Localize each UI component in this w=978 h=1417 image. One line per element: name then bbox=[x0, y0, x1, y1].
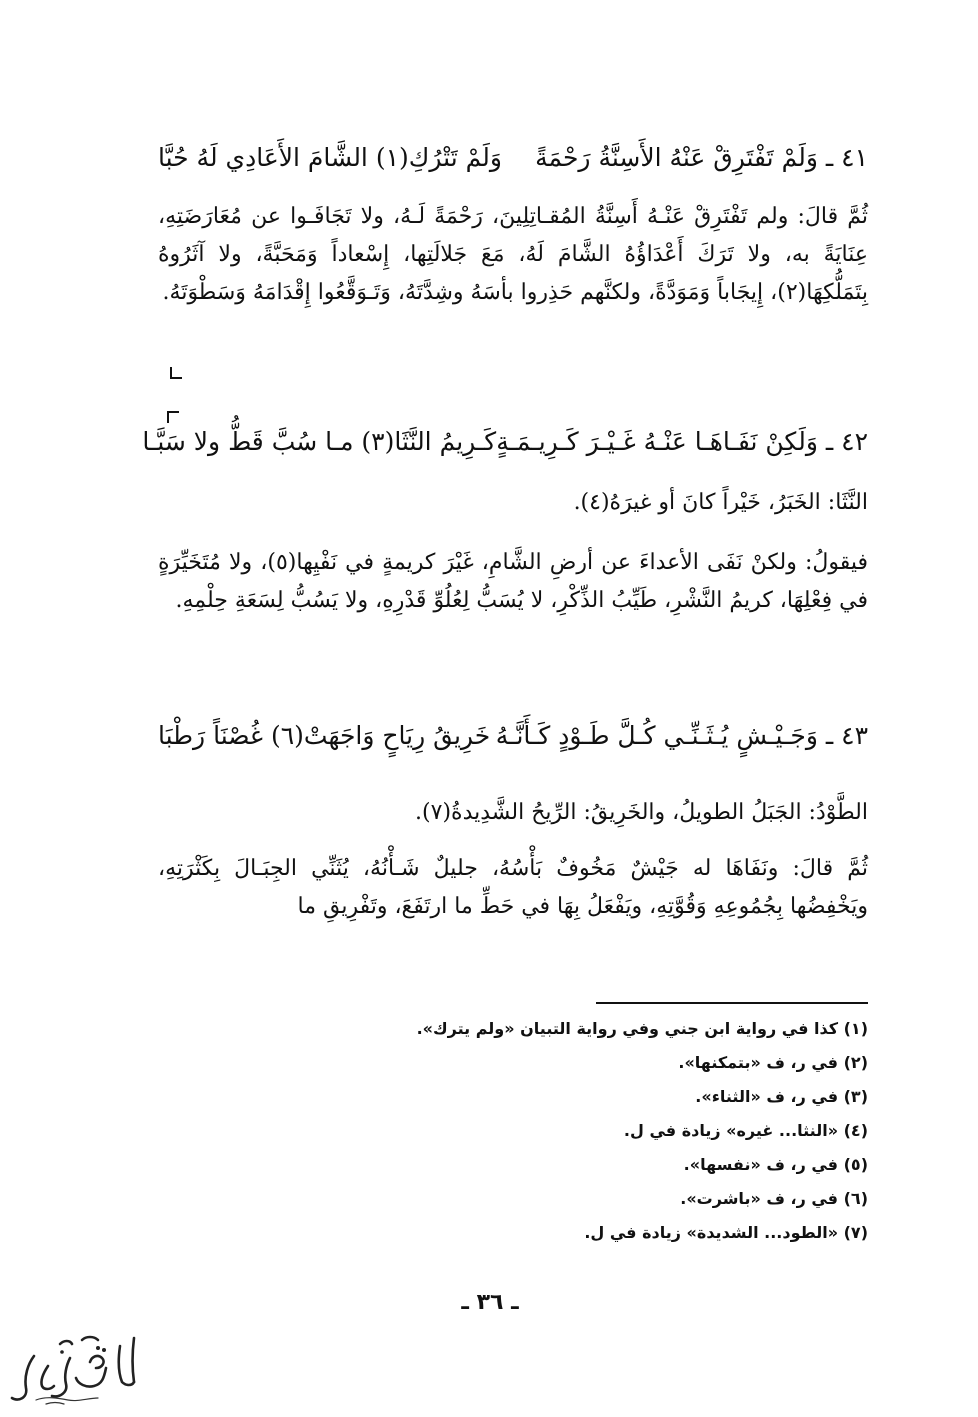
footnote-7: (٧) «الطود... الشديدة» زيادة في ل. bbox=[584, 1223, 868, 1242]
section-start-marker bbox=[167, 411, 179, 423]
gloss-tawd: الطَّوْدُ: الجَبَلُ الطويلُ، والخَرِيقُ: الرِّيحُ الشَّدِيدةُ(٧). bbox=[415, 800, 868, 825]
verse-43-first-hemistich: ٤٣ ـ وَجَـيْـشٍ يُـثَـنِّـي كُـلَّ طَـوْدٍ كَـأَنَّـهُ bbox=[495, 721, 868, 750]
page-number: ـ ٣٦ ـ bbox=[461, 1290, 519, 1315]
section-end-marker bbox=[170, 367, 182, 379]
verse-41 bbox=[158, 140, 868, 176]
footnote-2: (٢) في ر، ف «بتمكنها». bbox=[678, 1053, 868, 1072]
gloss-natha: النَّثَا: الخَبَرُ، خَيْراً كانَ أو غيرَهُ(٤). bbox=[573, 490, 868, 515]
commentary-paragraph-1: ثُمَّ قالَ: ولم تَفْتَرِقْ عَنْـهُ أَسِنَّةُ المُقـاتِلِينَ، رَحْمَةً لَـهُ، ولا تَجَافَـوا عن مُعَارَضَتِهِ، عِنَايَةً به، ولا تَرَكَ أَعْدَاؤُهُ الشَّامَ لَهُ، مَعَ جَلالَتِها، إِسْعاداً وَمَحَبَّةً، ولا آثَرُوهُ بِتَمَلُّكِهَا(٢)، إِيجَاباً وَمَوَدَّةً، ولكنَّهم حَذِروا بأسَهُ وشِدَّتَهُ، وَتَـوَقَّعُوا إِقْدَامَهُ وَسَطْوَتَهُ. bbox=[158, 204, 868, 305]
footnote-6: (٦) في ر، ف «باشرت». bbox=[680, 1189, 868, 1208]
verse-41-first-hemistich: ٤١ ـ وَلَمْ تَفْتَرِقْ عَنْهُ الأَسِنَّةُ رَحْمَةً bbox=[535, 143, 868, 172]
footnote-5: (٥) في ر، ف «نفسها». bbox=[683, 1155, 868, 1174]
footnote-separator bbox=[596, 1002, 868, 1004]
verse-43-second-hemistich: خَرِيقُ رِيَاحٍ وَاجَهَتْ(٦) غُصْنَاً رَطْبَا bbox=[158, 721, 491, 750]
footnote-3: (٣) في ر، ف «الثناء». bbox=[695, 1087, 868, 1106]
commentary-paragraph-3: ثُمَّ قالَ: ونَفَاهَا له جَيْشٌ مَخُوفٌ بَأْسُهُ، جليلٌ شَـأْنُهُ، يُثَنِّي الجِبَـالَ بِكَثْرَتِهِ، ويَخْفِضُها بِجُمُوعِهِ وَقُوَّتِهِ، ويَفْعَلُ بِهَا في حَطِّ ما ارتَفَعَ، وتَفْرِيقِ ما bbox=[158, 856, 868, 919]
verse-42 bbox=[142, 424, 868, 460]
footnote-4: (٤) «النثا... غيره» زيادة في ل. bbox=[623, 1121, 868, 1140]
verse-42-first-hemistich: ٤٢ ـ وَلَكِنْ نَفَـاهَـا عَنْـهُ غَـيْـرَ كَـرِيـمَـةٍ bbox=[496, 427, 868, 456]
commentary-paragraph-2: فيقولُ: ولكنْ نَفَى الأعداءَ عن أرضِ الشَّامِ، غَيْرَ كريمةٍ في نَفْيِها(٥)، ولا مُتَخَيِّرَةٍ في فِعْلِهَا، كريمُ النَّشْرِ، طَيِّبُ الذِّكْرِ، لا يُسَبُّ لِعُلُوِّ قَدْرِهِ، ولا يَسُبُّ لِسَعَةِ حِلْمِهِ. bbox=[158, 550, 868, 613]
verse-41-second-hemistich: وَلَمْ تَتْرُكِ(١) الشَّامَ الأَعَادِي لَهُ حُبَّا bbox=[158, 143, 502, 172]
verse-42-second-hemistich: كَـرِيمُ النَّثَا(٣) مـا سُبَّ قَطُّ ولا سَبَّـا bbox=[142, 427, 497, 456]
calligraphy-watermark-logo bbox=[6, 1328, 146, 1406]
verse-43 bbox=[158, 718, 868, 754]
calligraphy-signature-icon bbox=[6, 1328, 146, 1406]
footnotes bbox=[400, 1012, 868, 1250]
footnote-1: (١) كذا في رواية ابن جني وفي رواية التبيان «ولم يترك». bbox=[416, 1019, 868, 1038]
